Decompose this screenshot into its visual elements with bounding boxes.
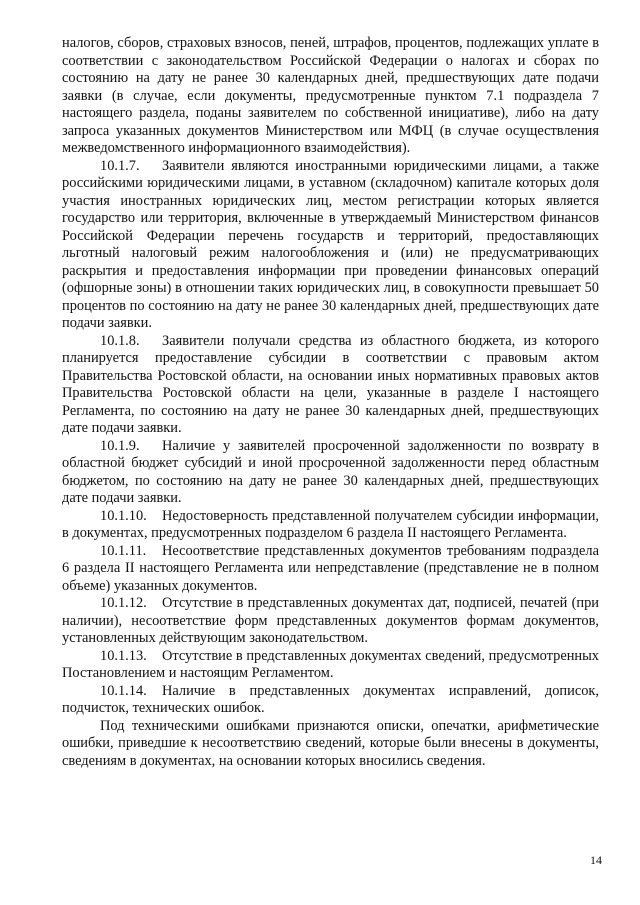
clause-10-1-7 — [62, 158, 599, 333]
clause-text: Заявители являются иностранными юридическими лицами, а также российскими юридическими лицами, в уставном (складочном) капитале которых доля участия иностранных юридических лиц, местом регистрации которых является государство или территория, включенные в утверждаемый Министерством финансов Российской Федерации перечень государств и территорий, предоставляющих льготный налоговый режим налогообложения и (или) не предусматривающих раскрытия и предоставления информации при проведении финансовых операций (офшорные зоны) в отношении таких юридических лиц, в совокупности превышает 50 процентов по состоянию на дату не ранее 30 календарных дней, предшествующих дате подачи заявки. — [62, 157, 599, 331]
clause-text: Отсутствие в представленных документах дат, подписей, печатей (при наличии), несоответствие форм представленных документов формам документов, установленных действующим законодательством. — [62, 595, 599, 646]
clause-number: 10.1.8. — [100, 332, 140, 349]
clause-10-1-14 — [62, 683, 599, 718]
clause-10-1-13 — [62, 648, 599, 683]
clause-10-1-10 — [62, 508, 599, 543]
clause-10-1-9 — [62, 438, 599, 508]
clause-number: 10.1.10. — [100, 507, 147, 524]
page-number: 14 — [590, 853, 602, 867]
clause-number: 10.1.14. — [100, 682, 147, 699]
clause-number: 10.1.7. — [100, 157, 140, 174]
clause-text: Отсутствие в представленных документах сведений, предусмотренных Постановлением и настоящим Регламентом. — [62, 647, 599, 681]
continuation-paragraph: налогов, сборов, страховых взносов, пеней, штрафов, процентов, подлежащих уплате в соответствии с законодательством Российской Федерации о налогах и сборах по состоянию на дату не ранее 30 календарных дней, предшествующих дате подачи заявки (в случае, если документы, предусмотренные пунктом 7.1 подраздела 7 настоящего раздела, поданы заявителем по собственной инициативе), либо на дату запроса указанных документов Министерством или МФЦ (в случае осуществления межведомственного информационного взаимодействия). — [62, 35, 599, 156]
clause-number: 10.1.13. — [100, 647, 147, 664]
clause-number: 10.1.12. — [100, 595, 147, 611]
clause-number: 10.1.9. — [100, 437, 140, 454]
closing-paragraph: Под техническими ошибками признаются описки, опечатки, арифметические ошибки, приведшие к несоответствию сведений, которые были внесены в документы, сведениям в документах, на основании которых вносились сведения. — [62, 717, 599, 769]
clause-text: Наличие в представленных документах исправлений, дописок, подчисток, технических ошибок. — [62, 682, 599, 716]
clause-10-1-8 — [62, 333, 599, 438]
clause-text: Недостоверность представленной получателем субсидии информации, в документах, предусмотренных подразделом 6 раздела II настоящего Регламента. — [62, 507, 599, 541]
document-page — [62, 35, 599, 770]
clause-text: Несоответствие представленных документов требованиям подраздела 6 раздела II настоящего Регламента или непредставление (представление не в полном объеме) указанных документов. — [62, 542, 599, 594]
clause-text: Наличие у заявителей просроченной задолженности по возврату в областной бюджет субсидий и иной просроченной задолженности перед областным бюджетом, по состоянию на дату не ранее 30 календарных дней, предшествующих дате подачи заявки. — [62, 437, 599, 506]
clause-text: Заявители получали средства из областного бюджета, из которого планируется предоставление субсидии в соответствии с правовым актом Правительства Ростовской области, на основании иных нормативных правовых актов Правительства Ростовской области на цели, указанные в разделе I настоящего Регламента, по состоянию на дату не ранее 30 календарных дней, предшествующих дате подачи заявки. — [62, 332, 599, 436]
clause-10-1-11 — [62, 543, 599, 596]
clause-10-1-12 — [62, 595, 599, 648]
clause-number: 10.1.11. — [100, 542, 147, 559]
